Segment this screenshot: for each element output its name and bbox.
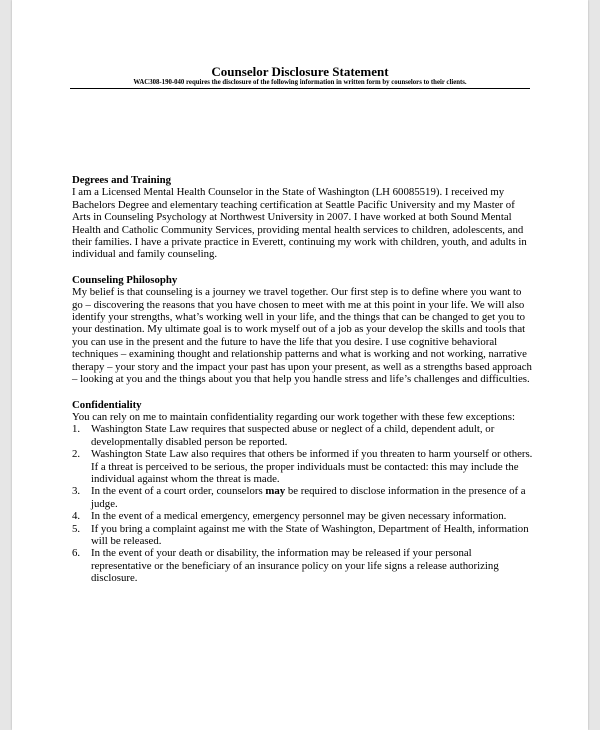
section-body-degrees: I am a Licensed Mental Health Counselor in the State of Washington (LH 60085519). I received my Bachelors Degree and elementary teaching certification at Seattle Pacific University and my Master of Arts in Counseling Psychology at Northwest University in 2007. I have worked at both Sound Mental Health and Catholic Community Services, providing mental health services to children, adolescents, and their families. I have a private practice in Everett, continuing my work with children, youth, and adults in individual and family counseling. bbox=[72, 186, 527, 261]
section-heading-confidentiality: Confidentiality bbox=[72, 398, 142, 411]
list-item-text: Washington State Law requires that suspected abuse or neglect of a child, dependent adult, or developmentally disabled person be reported. bbox=[91, 423, 495, 448]
list-item-number: 5. bbox=[72, 522, 81, 535]
confidentiality-exceptions-list bbox=[72, 423, 534, 584]
list-item bbox=[72, 510, 534, 522]
list-item bbox=[72, 523, 534, 548]
document-title: Counselor Disclosure Statement bbox=[211, 64, 389, 79]
section-intro-confidentiality: You can rely on me to maintain confidentiality regarding our work together with these few exceptions: bbox=[72, 410, 515, 423]
section-degrees bbox=[72, 174, 534, 261]
section-philosophy bbox=[72, 274, 534, 386]
title-divider bbox=[70, 88, 530, 89]
document-page bbox=[12, 0, 588, 730]
list-item-text-after: be required to disclose information in the presence of a judge. bbox=[91, 485, 526, 510]
list-item-text: If you bring a complaint against me with the State of Washington, Department of Health, information will be released. bbox=[91, 522, 529, 547]
list-item-number: 6. bbox=[72, 547, 81, 560]
section-confidentiality bbox=[72, 399, 534, 585]
list-item-text: In the event of a medical emergency, emergency personnel may be given necessary information. bbox=[91, 510, 507, 523]
list-item-text: Washington State Law also requires that others be informed if you threaten to harm yourself or others. If a threat is perceived to be serious, the proper individuals must be contacted: this may include the individual against whom the threat is made. bbox=[91, 448, 533, 485]
list-item bbox=[72, 485, 534, 510]
list-item-number: 3. bbox=[72, 485, 81, 498]
document-subtitle: WAC308-190-040 requires the disclosure of the following information in written form by counselors to their clients. bbox=[133, 79, 467, 86]
list-item bbox=[72, 423, 534, 448]
list-item-text: In the event of your death or disability, the information may be released if your personal representative or the beneficiary of an insurance policy on your life signs a release authorizing disclosure. bbox=[91, 547, 499, 585]
list-item bbox=[72, 448, 534, 485]
list-item-number: 4. bbox=[72, 510, 81, 523]
list-item-emphasis: may bbox=[265, 485, 286, 498]
list-item-number: 2. bbox=[72, 448, 81, 461]
document-content bbox=[72, 174, 534, 598]
section-heading-philosophy: Counseling Philosophy bbox=[72, 273, 178, 286]
section-heading-degrees: Degrees and Training bbox=[72, 174, 171, 186]
list-item bbox=[72, 547, 534, 584]
list-item-number: 1. bbox=[72, 423, 81, 436]
section-body-philosophy: My belief is that counseling is a journey we travel together. Our first step is to define where you want to go – discovering the reasons that you have chosen to meet with me at this point in your life. We will also identify your strengths, what’s working well in your life, and the things that can be changed to get you to your destination. My ultimate goal is to work myself out of a job as your develop the skills and tools that you can use in the present and the future to have the life that you desire. I use cognitive behavioral techniques – examining thought and relationship patterns and what is working and not working, narrative therapy – your story and the impact your past has upon your present, as well as a strengths based approach – looking at you and the things about you that help you handle stress and life’s challenges and difficulties. bbox=[72, 286, 532, 386]
list-item-text-before: In the event of a court order, counselors bbox=[91, 485, 266, 498]
list-item-text bbox=[91, 485, 526, 509]
